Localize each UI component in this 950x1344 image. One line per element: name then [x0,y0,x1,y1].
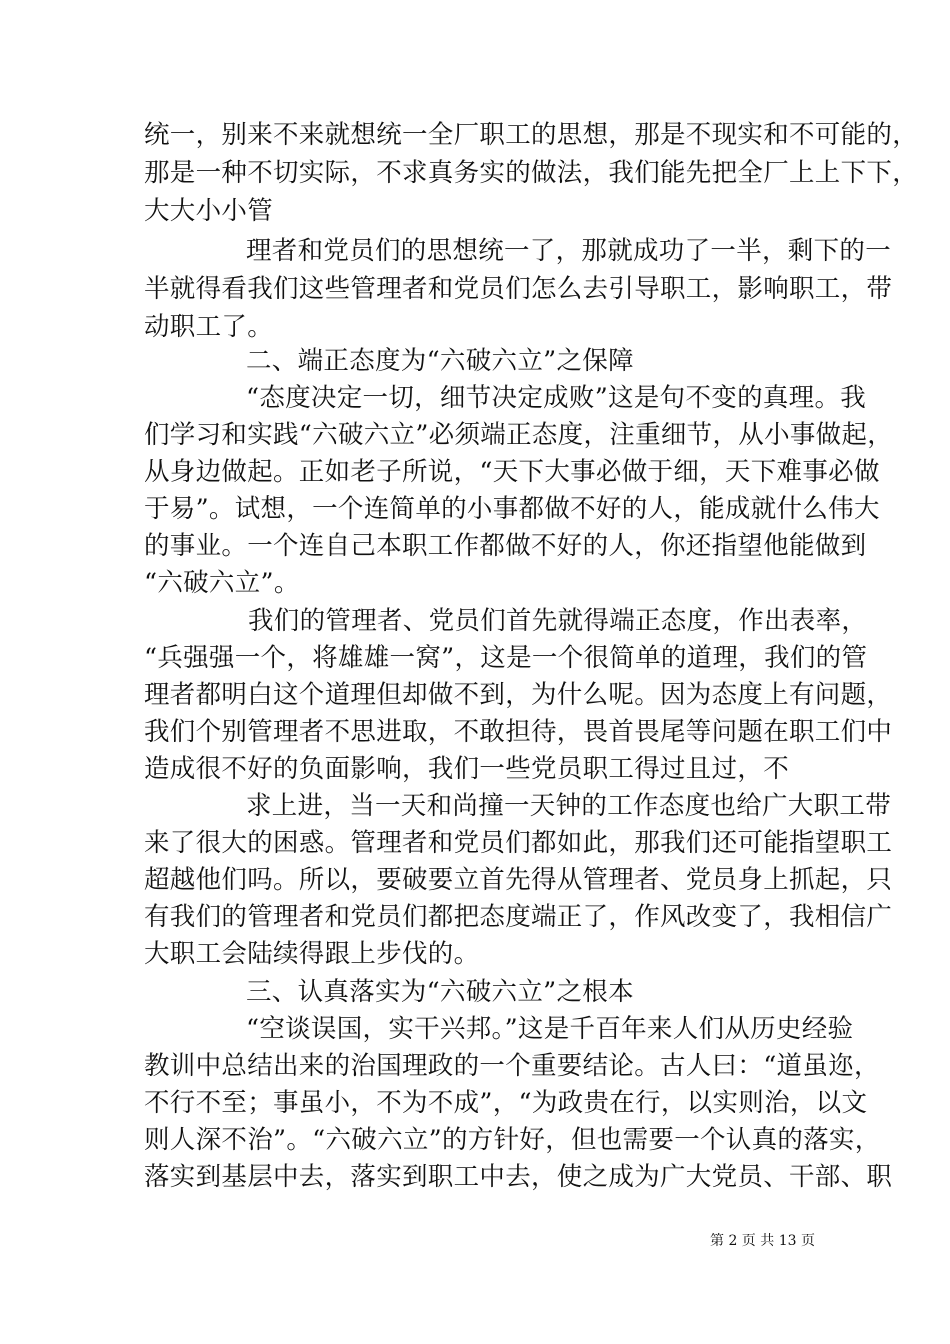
text-line: 有我们的管理者和党员们都把态度端正了，作风改变了，我相信广 [144,902,893,932]
text-line: 半就得看我们这些管理者和党员们怎么去引导职工，影响职工，带 [144,274,893,304]
text-line: 超越他们吗。所以，要破要立首先得从管理者、党员身上抓起，只 [144,865,893,895]
text-line: 统一，别来不来就想统一全厂职工的思想，那是不现实和不可能的， [144,120,919,150]
text-line: 来了很大的困惑。管理者和党员们都如此，那我们还可能指望职工 [144,828,893,858]
text-line: “六破六立”。 [144,568,300,598]
text-line: 造成很不好的负面影响，我们一些党员职工得过且过，不 [144,754,790,784]
text-line: 落实到基层中去，落实到职工中去，使之成为广大党员、干部、职 [144,1162,893,1192]
text-line: “态度决定一切，细节决定成败”这是句不变的真理。我 [246,383,867,413]
text-line: 动职工了。 [144,312,274,342]
text-line: 我们的管理者、党员们首先就得端正态度，作出表率， [248,606,868,636]
text-line: 我们个别管理者不思进取，不敢担待，畏首畏尾等问题在职工们中 [144,717,893,747]
text-line: 理者和党员们的思想统一了，那就成功了一半，剩下的一 [246,236,892,266]
text-line: 从身边做起。正如老子所说，“天下大事必做于细，天下难事必做 [144,457,880,487]
section-heading: 三、认真落实为“六破六立”之根本 [246,977,634,1007]
text-line: “空谈误国，实干兴邦。”这是千百年来人们从历史经验 [246,1014,854,1044]
text-line: 不行不至；事虽小，不为不成”，“为政贵在行，以实则治，以文 [144,1088,868,1118]
text-line: 求上进，当一天和尚撞一天钟的工作态度也给广大职工带 [246,791,892,821]
text-line: “兵强强一个，将雄雄一窝”，这是一个很简单的道理，我们的管 [144,643,868,673]
text-line: 于易”。试想，一个连简单的小事都做不好的人，能成就什么伟大 [144,494,880,524]
text-line: 大大小小管 [144,196,274,226]
text-line: 则人深不治”。“六破六立”的方针好，但也需要一个认真的落实， [144,1125,881,1155]
text-line: 教训中总结出来的治国理政的一个重要结论。古人曰：“道虽迩， [144,1051,880,1081]
text-line: 大职工会陆续得跟上步伐的。 [144,939,480,969]
text-line: 那是一种不切实际，不求真务实的做法，我们能先把全厂上上下下， [144,158,919,188]
text-line: 们学习和实践“六破六立”必须端正态度，注重细节，从小事做起， [144,420,894,450]
page-number-footer: 第 2 页 共 13 页 [710,1233,815,1249]
text-line: 的事业。一个连自己本职工作都做不好的人，你还指望他能做到 [144,531,867,561]
text-line: 理者都明白这个道理但却做不到，为什么呢。因为态度上有问题， [144,680,893,710]
section-heading: 二、端正态度为“六破六立”之保障 [246,346,634,376]
